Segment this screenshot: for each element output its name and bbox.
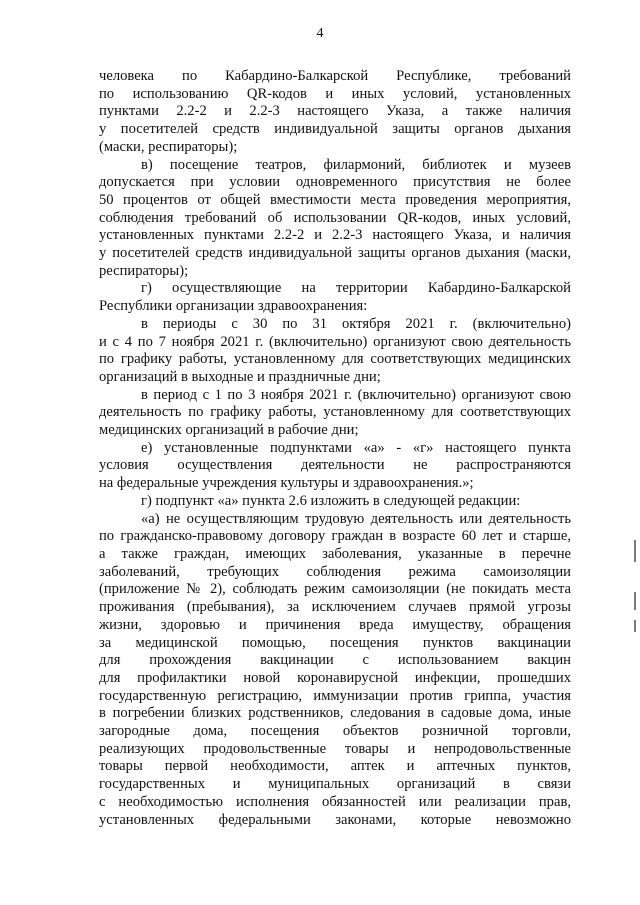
text-line: у посетителей средств индивидуальной защиты органов дыхания (маски, <box>99 245 571 262</box>
text-line: условия осуществления деятельности не распространяются <box>99 457 571 474</box>
text-line: жизни, здоровью и причинения вреда имуществу, обращения <box>99 616 571 633</box>
text-line: установленных пунктами 2.2-2 и 2.2-3 настоящего Указа, и наличия <box>99 227 571 244</box>
text-line: человека по Кабардино-Балкарской Республике, требований <box>99 68 571 84</box>
text-line: допускается при условии одновременного присутствия не более <box>99 174 571 191</box>
text-line: по гражданско-правовому договору граждан в возрасте 60 лет и старше, <box>99 528 571 545</box>
text-line: в погребении близких родственников, следования в садовые дома, иные <box>99 705 571 722</box>
text-line: в периоды с 30 по 31 октября 2021 г. (включительно) <box>141 315 571 332</box>
text-line: по использованию QR-кодов и иных условий, установленных <box>99 85 571 102</box>
text-line: в период с 1 по 3 ноября 2021 г. (включительно) организуют свою <box>141 386 571 403</box>
text-line: установленных федеральными законами, которые невозможно <box>99 811 571 828</box>
text-line: Республики организации здравоохранения: <box>99 298 368 315</box>
text-line: на федеральные учреждения культуры и здравоохранения.»; <box>99 475 474 492</box>
text-line: для профилактики новой коронавирусной инфекции, прошедших <box>99 669 571 686</box>
text-line: е) установленные подпунктами «а» - «г» настоящего пункта <box>141 439 571 456</box>
document-body <box>99 68 571 829</box>
text-line: г) осуществляющие на территории Кабардино-Балкарской <box>141 280 571 297</box>
text-line: для прохождения вакцинации с использованием вакцин <box>99 652 571 669</box>
text-line: (маски, респираторы); <box>99 138 238 155</box>
page-number: 4 <box>316 26 324 41</box>
text-line: государственных и муниципальных организаций в связи <box>99 776 571 793</box>
text-line: (приложение № 2), соблюдать режим самоизоляции (не покидать места <box>99 581 571 598</box>
text-line: медицинских организаций в рабочие дни; <box>99 422 359 439</box>
text-line: у посетителей средств индивидуальной защиты органов дыхания <box>99 121 571 138</box>
scan-margin-mark <box>634 620 636 632</box>
text-line: по графику работы, установленному для соответствующих медицинских <box>99 351 571 368</box>
text-line: 50 процентов от общей вместимости места проведения мероприятия, <box>99 191 571 208</box>
text-line: респираторы); <box>99 262 189 279</box>
scan-margin-mark <box>634 540 636 562</box>
text-line: с необходимостью исполнения обязанностей или реализации прав, <box>99 793 571 810</box>
text-line: деятельность по графику работы, установленному для соответствующих <box>99 404 571 421</box>
text-line: товары первой необходимости, аптек и аптечных пунктов, <box>99 758 571 775</box>
text-line: за медицинской помощью, посещения пунктов вакцинации <box>99 634 571 651</box>
text-line: государственную регистрацию, иммунизации против гриппа, участия <box>99 687 571 704</box>
text-line: г) подпункт «а» пункта 2.6 изложить в следующей редакции: <box>141 492 521 509</box>
text-line: соблюдения требований об использовании QR-кодов, иных условий, <box>99 209 571 226</box>
text-line: и с 4 по 7 ноября 2021 г. (включительно) организуют свою деятельность <box>99 333 571 350</box>
scan-margin-mark <box>634 592 636 610</box>
text-line: реализующих продовольственные товары и непродовольственные <box>99 740 571 757</box>
text-line: пунктами 2.2-2 и 2.2-3 настоящего Указа, а также наличия <box>99 103 571 120</box>
text-line: проживания (пребывания), за исключением случаев прямой угрозы <box>99 599 571 616</box>
text-line: загородные дома, посещения объектов розничной торговли, <box>99 723 571 740</box>
text-line: а также граждан, имеющих заболевания, указанные в перечне <box>99 545 571 562</box>
text-line: заболеваний, требующих соблюдения режима самоизоляции <box>99 563 571 580</box>
text-line: в) посещение театров, филармоний, библиотек и музеев <box>141 156 571 173</box>
text-line: организаций в выходные и праздничные дни; <box>99 368 381 385</box>
text-line: «а) не осуществляющим трудовую деятельность или деятельность <box>141 510 571 527</box>
